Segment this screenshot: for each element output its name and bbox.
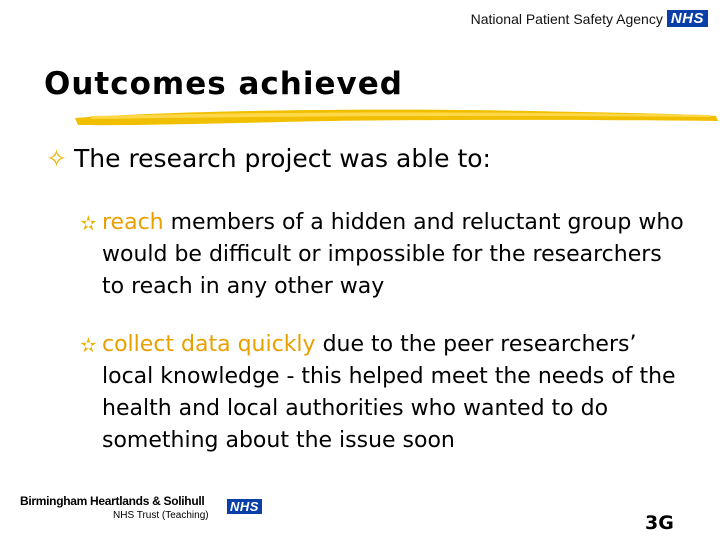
body-text: members of a hidden and reluctant group who would be difficult or impossible for the researchers to reach in any other way: [102, 210, 684, 299]
sub-bullet-item: [80, 207, 690, 303]
diamond-star-icon: ✧: [46, 144, 67, 173]
nhs-logo: NHS: [667, 10, 708, 27]
footer-nhs-logo: [227, 496, 262, 515]
footer-organisation: [20, 494, 209, 521]
body-text: due to the peer researchers’ local knowledge - this helped meet the needs of the health and local authorities who wanted to do something about the issue soon: [102, 332, 676, 453]
highlight-text: reach: [102, 210, 164, 235]
org-name: Birmingham Heartlands & Solihull: [20, 494, 205, 508]
bullet-level1: [46, 143, 491, 175]
sub-bullet-item: [80, 329, 690, 457]
star-outline-icon: ✫: [80, 211, 97, 235]
slide-title: Outcomes achieved: [44, 66, 403, 102]
agency-name: National Patient Safety Agency: [470, 10, 663, 27]
nhs-logo: NHS: [227, 499, 262, 514]
org-subtitle: NHS Trust (Teaching): [113, 510, 209, 521]
title-underline-brushstroke: [70, 104, 720, 130]
sub-bullet-text: [102, 207, 690, 303]
star-outline-icon: ✫: [80, 333, 97, 357]
bullet-text: The research project was able to:: [74, 144, 491, 173]
highlight-text: collect data quickly: [102, 332, 316, 357]
slide-code: 3G: [645, 512, 674, 534]
agency-header: [471, 10, 708, 27]
sub-bullet-text: [102, 329, 690, 457]
